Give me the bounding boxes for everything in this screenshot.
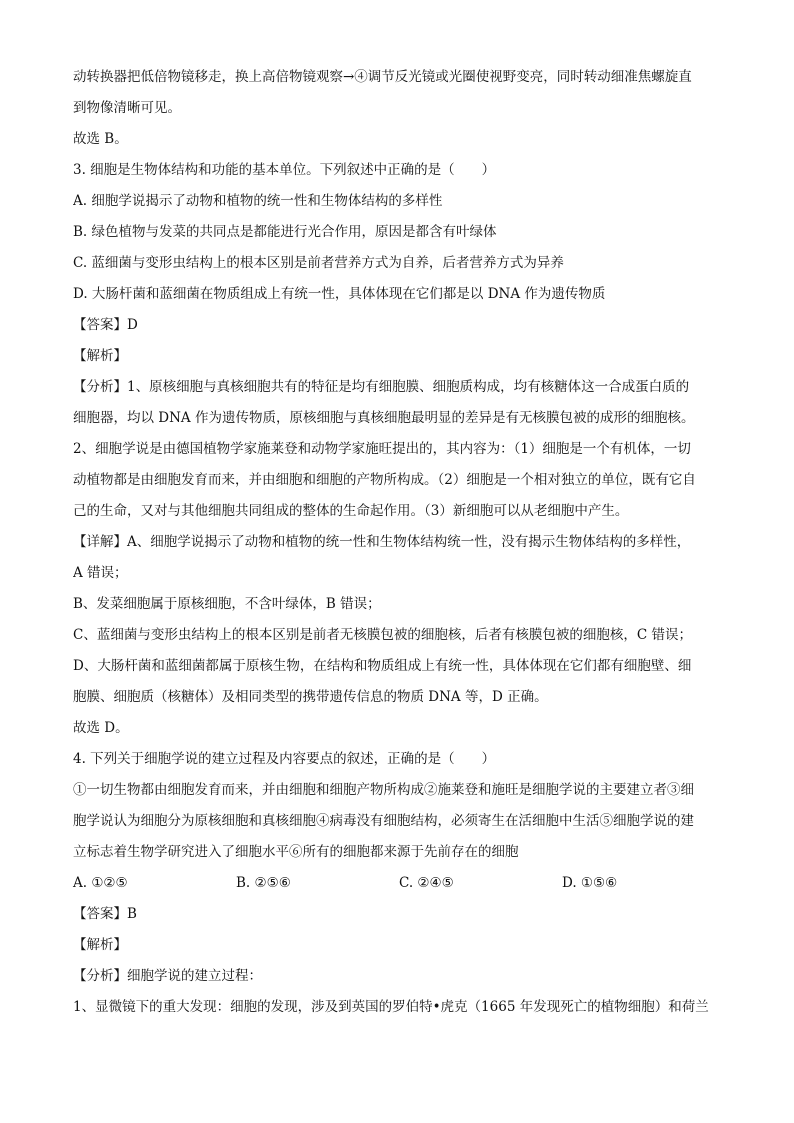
text-line: 到物像清晰可见。: [73, 100, 181, 116]
question-3-stem: 3. 细胞是生物体结构和功能的基本单位。下列叙述中正确的是（ ）: [73, 162, 496, 178]
text-line: 动转换器把低倍物镜移走，换上高倍物镜观察→④调节反光镜或光圈使视野变亮，同时转动细准焦螺旋直: [73, 69, 692, 85]
text-line: 己的生命，又对与其他细胞共同组成的整体的生命起作用。（3）新细胞可以从老细胞中产生。: [73, 503, 629, 519]
text-line: 立标志着生物学研究进入了细胞水平⑥所有的细胞都来源于先前存在的细胞: [73, 844, 519, 860]
text-line: 【分析】细胞学说的建立过程：: [73, 968, 262, 984]
question-4-options: [73, 868, 733, 899]
answer-label: 【答案】B: [73, 906, 137, 922]
question-3-option-c: C. 蓝细菌与变形虫结构上的根本区别是前者营养方式为自养，后者营养方式为异养: [73, 255, 564, 271]
text-line: D、大肠杆菌和蓝细菌都属于原核生物，在结构和物质组成上有统一性，具体体现在它们都有细胞壁、细: [73, 658, 692, 674]
text-line: ①一切生物都由细胞发育而来，并由细胞和细胞产物所构成②施莱登和施旺是细胞学说的主要建立者③细: [73, 782, 694, 798]
text-line: 细胞器，均以 DNA 作为遗传物质，原核细胞与真核细胞最明显的差异是有无核膜包被的成形的细胞核。: [73, 410, 695, 426]
text-line: 【详解】A、细胞学说揭示了动物和植物的统一性和生物体结构统一性，没有揭示生物体结构的多样性，: [73, 534, 691, 550]
text-line: 动植物都是由细胞发育而来，并由细胞和细胞的产物所构成。（2）细胞是一个相对独立的单位，既有它自: [73, 472, 696, 488]
text-line: 故选 B。: [73, 131, 128, 147]
text-line: 【分析】1、原核细胞与真核细胞共有的特征是均有细胞膜、细胞质构成，均有核糖体这一合成蛋白质的: [73, 379, 690, 395]
text-line: B、发菜细胞属于原核细胞，不含叶绿体，B 错误；: [73, 596, 381, 612]
question-3-option-a: A. 细胞学说揭示了动物和植物的统一性和生物体结构的多样性: [73, 193, 443, 209]
question-4-option-a: A. ①②⑤: [73, 875, 128, 891]
document-body: [73, 62, 733, 1023]
text-line: 1、显微镜下的重大发现：细胞的发现，涉及到英国的罗伯特•虎克（1665 年发现死亡的植物细胞）和荷兰: [73, 999, 709, 1015]
question-4-option-c: C. ②④⑤: [399, 875, 454, 891]
question-4-option-d: D. ①⑤⑥: [562, 875, 618, 891]
analysis-label: 【解析】: [73, 937, 127, 953]
text-line: C、蓝细菌与变形虫结构上的根本区别是前者无核膜包被的细胞核，后者有核膜包被的细胞核，C 错误；: [73, 627, 692, 643]
question-4-option-b: B. ②⑤⑥: [236, 875, 291, 891]
question-4-stem: 4. 下列关于细胞学说的建立过程及内容要点的叙述，正确的是（ ）: [73, 751, 496, 767]
text-line: 2、细胞学说是由德国植物学家施莱登和动物学家施旺提出的，其内容为：（1）细胞是一个有机体，一切: [73, 441, 691, 457]
answer-label: 【答案】D: [73, 317, 138, 333]
text-line: 胞膜、细胞质（核糖体）及相同类型的携带遗传信息的物质 DNA 等，D 正确。: [73, 689, 548, 705]
text-line: 故选 D。: [73, 720, 129, 736]
text-line: A 错误；: [73, 565, 128, 581]
analysis-label: 【解析】: [73, 348, 127, 364]
text-line: 胞学说认为细胞分为原核细胞和真核细胞④病毒没有细胞结构，必须寄生在活细胞中生活⑤细胞学说的建: [73, 813, 694, 829]
question-3-option-b: B. 绿色植物与发菜的共同点是都能进行光合作用，原因是都含有叶绿体: [73, 224, 497, 240]
question-3-option-d: D. 大肠杆菌和蓝细菌在物质组成上有统一性，具体体现在它们都是以 DNA 作为遗传物质: [73, 286, 606, 302]
